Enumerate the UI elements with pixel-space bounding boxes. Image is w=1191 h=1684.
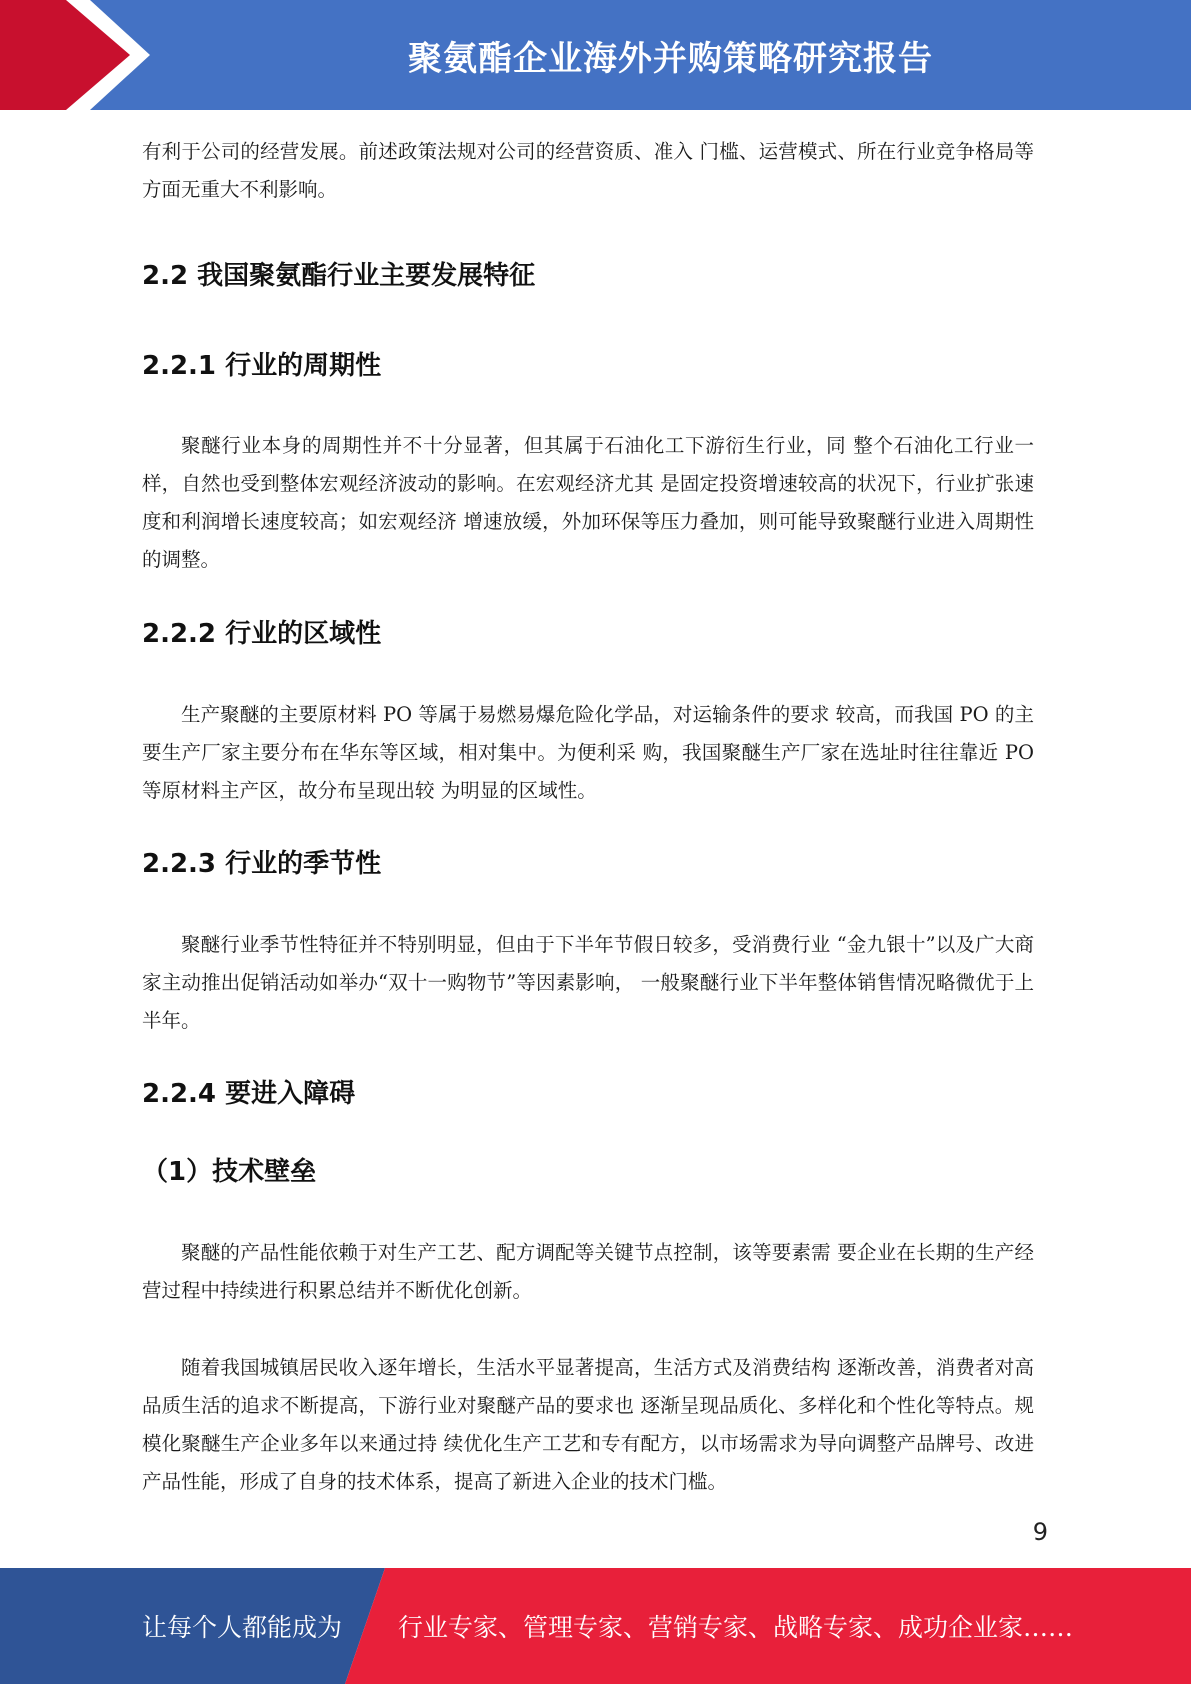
section-heading-2-2-2: 2.2.2 行业的区域性: [142, 619, 382, 649]
section-heading-2-2-4: 2.2.4 要进入障碍: [142, 1079, 356, 1109]
page-footer: [0, 1568, 1191, 1684]
section-heading-2-2: 2.2 我国聚氨酯行业主要发展特征: [142, 261, 536, 291]
chevron-red-shape: [0, 0, 130, 110]
footer-slogan-left: 让每个人都能成为: [142, 1613, 343, 1642]
paragraph-tech-barrier-2: 随着我国城镇居民收入逐年增长，生活水平显著提高，生活方式及消费结构 逐渐改善，消费者对高品质生活的追求不断提高，下游行业对聚醚产品的要求也 逐渐呈现品质化、多样化和个性化等特点。规模化聚醚生产企业多年以来通过持 续优化生产工艺和专有配方，以市场需求为导向调整产品牌号、改进产品性能，形成了自身的技术体系，提高了新进入企业的技术门槛。: [142, 1356, 1034, 1493]
header-chevron-decoration: [0, 0, 160, 110]
paragraph-regionality: 生产聚醚的主要原材料 PO 等属于易燃易爆危险化学品，对运输条件的要求 较高，而我国 PO 的主要生产厂家主要分布在华东等区域，相对集中。为便利采 购，我国聚醚生产厂家在选址时往往靠近 PO 等原材料主产区，故分布呈现出较 为明显的区域性。: [142, 703, 1034, 802]
section-heading-2-2-1: 2.2.1 行业的周期性: [142, 351, 382, 381]
subheading-technical-barrier: （1）技术壁垒: [142, 1157, 317, 1187]
paragraph-seasonality: 聚醚行业季节性特征并不特别明显，但由于下半年节假日较多，受消费行业 “金九银十”以及广大商家主动推出促销活动如举办“双十一购物节”等因素影响， 一般聚醚行业下半年整体销售情况略微优于上半年。: [142, 933, 1034, 1032]
intro-paragraph: 有利于公司的经营发展。前述政策法规对公司的经营资质、准入 门槛、运营模式、所在行业竞争格局等方面无重大不利影响。: [142, 140, 1034, 201]
page-header: [0, 0, 1191, 110]
footer-slogan-right: 行业专家、管理专家、营销专家、战略专家、成功企业家……: [398, 1613, 1074, 1642]
page-number: 9: [1032, 1518, 1048, 1546]
paragraph-cyclicality: 聚醚行业本身的周期性并不十分显著，但其属于石油化工下游衍生行业，同 整个石油化工行业一样，自然也受到整体宏观经济波动的影响。在宏观经济尤其 是固定投资增速较高的状况下，行业扩张速度和利润增长速度较高；如宏观经济 增速放缓，外加环保等压力叠加，则可能导致聚醚行业进入周期性的调整。: [142, 434, 1034, 571]
paragraph-tech-barrier-1: 聚醚的产品性能依赖于对生产工艺、配方调配等关键节点控制，该等要素需 要企业在长期的生产经营过程中持续进行积累总结并不断优化创新。: [142, 1241, 1034, 1302]
report-title: 聚氨酯企业海外并购策略研究报告: [408, 38, 933, 79]
section-heading-2-2-3: 2.2.3 行业的季节性: [142, 849, 382, 879]
